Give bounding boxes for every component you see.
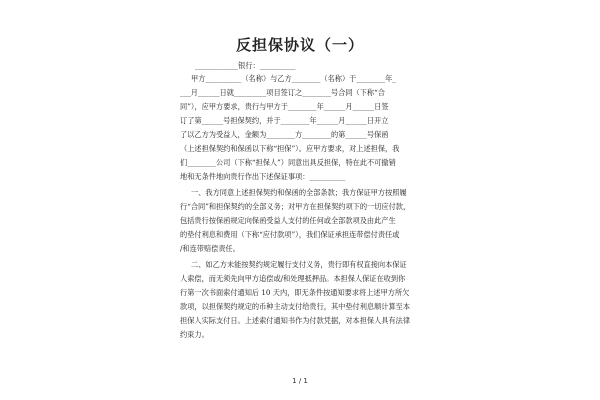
body-line: 了以乙方为受益人，金额为________方________的第______号保函 <box>180 130 389 139</box>
document-title: 反担保协议（一） <box>235 36 364 54</box>
clause-2-line: 约束力。 <box>180 330 209 339</box>
addressee-line: ____________银行：__________ <box>195 61 296 70</box>
body-line: 同”），应甲方要求，贵行与甲方于________年______月______日签 <box>180 102 389 111</box>
clause-1-line: 行“合同”和担保契约的全部义务；对甲方在担保契约项下的一切应付款， <box>180 202 411 211</box>
clause-2-line: 人索偿，而无须先向甲方追偿或/和处理抵押品。本担保人保证在收到你 <box>180 274 406 283</box>
body-line: 甲方__________（名称）与乙方________（名称）于________年_ <box>191 74 396 83</box>
clause-1-line: /和连带赔偿责任。 <box>180 244 240 253</box>
clause-2-line: 款项，以担保契约规定的币种主动支付给贵行，其中垫付利息顺计算至本 <box>180 302 411 311</box>
page-number: 1 / 1 <box>292 377 308 385</box>
clause-1-line: 包括贵行按保函规定向保函受益人支付的任何或全部款项及由此产生 <box>180 216 396 225</box>
body-line: 订了第______号担保契约，并于________年______月______日开立 <box>180 116 389 125</box>
clause-1-line: 的垫付利息和费用（下称“应付款项”），我们保证承担连带偿付责任或 <box>180 230 400 239</box>
clause-1-line: 一、我方同意上述担保契约和保函的全部条款；我方保证甲方按照履 <box>191 188 407 197</box>
clause-2-line: 担保人实际支付日。上述索付通知书作为付款凭据，对本担保人具有法律 <box>180 316 411 325</box>
body-line: ___月______日就_________项目签订之________号合同（下称“合 <box>180 88 385 97</box>
clause-2-line: 二、如乙方未能按契约规定履行支付义务，贵行即有权直接向本保证 <box>191 260 407 269</box>
body-line: 们________公司（下称“担保人”）同意出具反担保，特在此不可撤销 <box>180 158 396 167</box>
body-line: （上述担保契约和保函以下称“担保”）。应甲方要求，对上述担保，我 <box>180 144 400 153</box>
clause-2-line: 行第一次书面索付通知后 10 天内，即无条件按通知要求将上述甲方所欠 <box>180 288 410 297</box>
body-line: 地和无条件地向贵行作出下述保证事项：__________ <box>180 172 346 181</box>
